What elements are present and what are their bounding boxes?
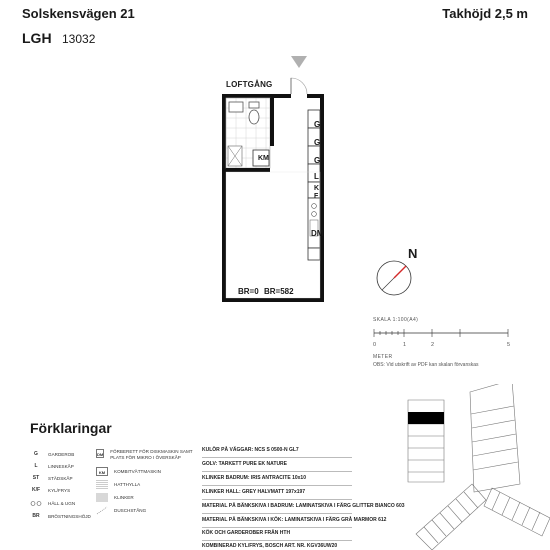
legend-text: HATTHYLLA xyxy=(114,482,141,487)
legend-text: STÄDSKÅP xyxy=(48,476,73,481)
apartment-number: 13032 xyxy=(62,32,96,46)
legend-symbol: K/F xyxy=(31,487,41,493)
scale-note: OBS: Vid utskrift av PDF kan skalan förvanskas xyxy=(373,362,479,368)
room-label-fridge: K xyxy=(314,185,320,192)
material-line: MATERIAL PÅ BÄNKSKIVA I BADRUM: LAMINATSKIVA I FÄRG GLITTER BIANCO 603 xyxy=(202,503,405,509)
legend-symbol: KM xyxy=(96,467,108,476)
legend-text: KLINKER xyxy=(114,495,134,500)
scale-title: SKALA 1:100(A4) xyxy=(373,317,419,323)
br-right-label: BR=582 xyxy=(264,287,294,296)
legend-symbol: ST xyxy=(32,475,40,481)
legend-item xyxy=(96,466,161,477)
scale-unit: METER xyxy=(373,354,393,360)
scale-bar xyxy=(372,325,512,341)
legend-item xyxy=(96,505,146,516)
divider xyxy=(202,527,352,528)
divider xyxy=(202,499,352,500)
legend-symbol: G xyxy=(34,451,38,457)
compass-icon xyxy=(374,258,414,298)
br-left-label: BR=0 xyxy=(238,287,259,296)
divider xyxy=(202,540,352,541)
legend-symbol: DM xyxy=(96,449,104,458)
material-line: KOMBINERAD KYL/FRYS, BOSCH ART. NR. KGV36UW20 xyxy=(202,543,338,549)
material-line: KLINKER BADRUM: IRIS ANTRACITE 10x10 xyxy=(202,475,306,481)
stove-legend-icon xyxy=(30,499,42,508)
legend-item xyxy=(30,449,74,460)
ceiling-height: Takhöjd 2,5 m xyxy=(442,6,528,21)
legend-item xyxy=(30,498,75,509)
building-key-plan xyxy=(402,384,550,550)
highlighted-unit xyxy=(408,412,444,424)
shower-rod-icon xyxy=(96,506,108,515)
corridor-label: LOFTGÅNG xyxy=(226,80,273,89)
divider xyxy=(202,513,352,514)
hat-shelf-icon xyxy=(96,480,108,489)
legend-text: KOMBITVÄTTMASKIN xyxy=(114,469,161,474)
material-line: KLINKER HALL: GREY HALVMATT 197x197 xyxy=(202,489,306,495)
scale-tick-label: 1 xyxy=(403,342,407,348)
scale-tick-label: 5 xyxy=(507,342,511,348)
address-title: Solskensvägen 21 xyxy=(22,6,135,21)
legend-item xyxy=(30,485,70,496)
room-label-linen: L xyxy=(314,172,319,181)
sink-icon xyxy=(229,102,243,112)
tile-icon xyxy=(96,493,108,502)
room-label-dishwasher: DM xyxy=(311,229,324,238)
legend-item xyxy=(30,461,74,472)
divider xyxy=(202,485,352,486)
room-label-wardrobe: G xyxy=(314,156,321,165)
material-line: MATERIAL PÅ BÄNKSKIVA I KÖK: LAMINATSKIVA I FÄRG GRÅ MARMOR 612 xyxy=(202,517,387,523)
legend-item xyxy=(96,479,140,490)
legend-symbol: BR xyxy=(32,513,40,519)
scale-tick-label: 2 xyxy=(431,342,435,348)
legend-text: BRÖSTNINGSHÖJD xyxy=(48,514,91,519)
legend-item xyxy=(30,473,73,484)
apartment-label: LGH xyxy=(22,30,52,46)
divider xyxy=(202,457,352,458)
room-label-freezer: F xyxy=(314,193,319,200)
material-line: KÖK OCH GARDEROBER FRÅN HTH xyxy=(202,530,291,536)
legend-text: FÖRBERETT FÖR DISKMASKIN SAMT PLATS FÖR MIKRO I ÖVERSKÅP xyxy=(110,449,193,460)
legend-text: DUSCHSTÅNG xyxy=(114,508,147,513)
legend-text: KYL/FRYS xyxy=(48,488,71,493)
toilet-icon xyxy=(249,110,259,124)
legend-text: LINNESKÅP xyxy=(48,464,74,469)
north-label: N xyxy=(408,246,418,261)
legend-item xyxy=(96,492,134,503)
divider xyxy=(202,471,352,472)
room-label-wardrobe: G xyxy=(314,120,321,129)
legend-text: HÄLL & UGN xyxy=(48,501,76,506)
entrance-door xyxy=(291,56,307,94)
legend-symbol: L xyxy=(34,463,38,469)
material-line: KULÖR PÅ VÄGGAR: NCS S 0500-N GL7 xyxy=(202,447,299,453)
room-label-washer: KM xyxy=(258,155,269,162)
material-line: GOLV: TARKETT PURE EK NATURE xyxy=(202,461,287,467)
scale-tick-label: 0 xyxy=(373,342,377,348)
legend-title: Förklaringar xyxy=(30,420,112,436)
legend-item xyxy=(96,449,196,465)
room-label-wardrobe: G xyxy=(314,138,321,147)
legend-text: GARDEROB xyxy=(48,452,75,457)
legend-item xyxy=(30,511,91,522)
